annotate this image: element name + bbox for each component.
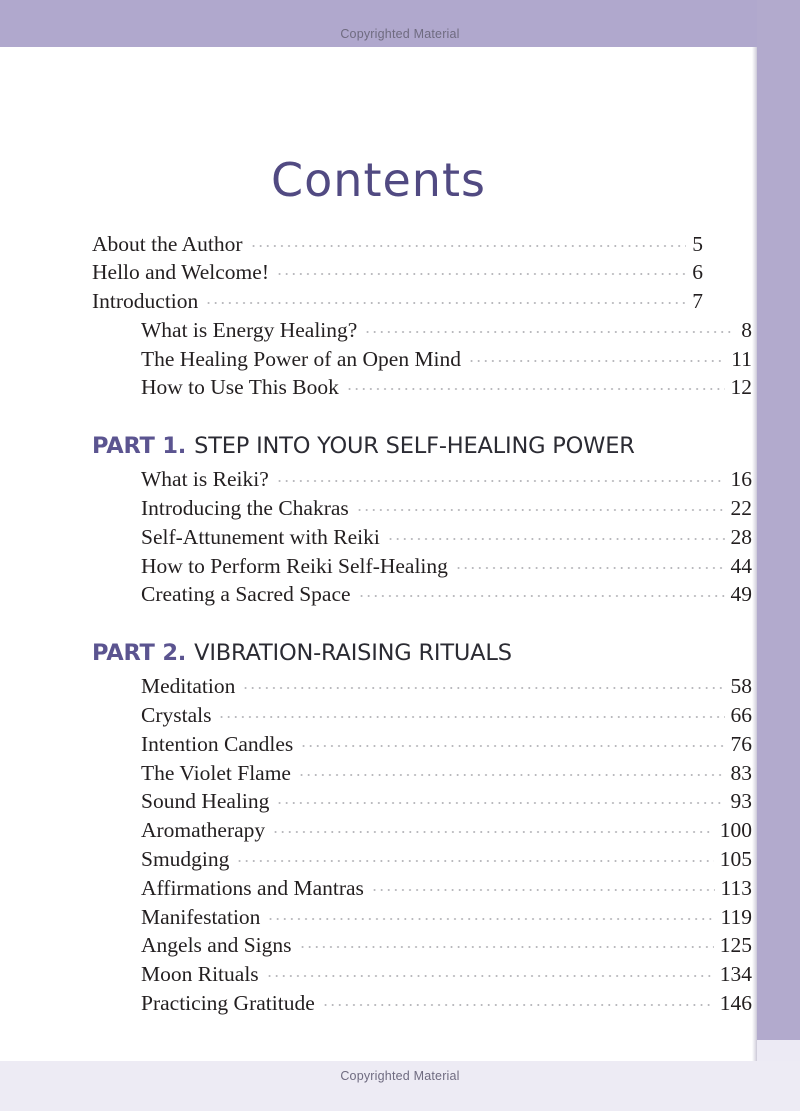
toc-leader-dots [272,816,714,838]
copyright-watermark-top: Copyrighted Material [340,27,460,41]
toc-entry[interactable] [92,845,752,874]
toc-entry-label: Manifestation [141,904,261,929]
toc-entry-label: Smudging [141,847,230,872]
toc-entry-page-number: 58 [730,674,752,699]
toc-leader-dots [276,465,725,487]
toc-leader-dots [346,373,725,395]
toc-entry-page-number: 119 [720,904,752,929]
toc-entry-label: Sound Healing [141,789,270,814]
toc-leader-dots [299,931,714,953]
toc-entry[interactable] [92,494,752,523]
toc-leader-dots [218,701,724,723]
toc-leader-dots [242,672,724,694]
toc-entry-page-number: 11 [731,346,752,371]
toc-entry-page-number: 66 [730,703,752,728]
toc-entry-label: Meditation [141,674,236,699]
toc-entry-label: Angels and Signs [141,933,292,958]
part-number: PART 1. [92,432,187,459]
toc-leader-dots [455,551,725,573]
part-title: VIBRATION-RAISING RITUALS [194,639,512,666]
toc-entry-page-number: 12 [730,375,752,400]
toc-leader-dots [468,344,725,366]
toc-leader-dots [322,989,714,1011]
toc-entry-page-number: 83 [730,760,752,785]
toc-entry-label: Affirmations and Mantras [141,875,364,900]
toc-entry-label: What is Reiki? [141,467,269,492]
copyright-watermark-bottom: Copyrighted Material [340,1069,460,1083]
toc-leader-dots [276,787,724,809]
toc-entry-label: The Healing Power of an Open Mind [141,346,462,371]
toc-entry-page-number: 100 [719,818,752,843]
part-title: STEP INTO YOUR SELF-HEALING POWER [194,432,635,459]
toc-entry-label: Self-Attunement with Reiki [141,524,380,549]
toc-entry-page-number: 22 [730,496,752,521]
toc-entry[interactable] [92,580,752,609]
toc-leader-dots [300,729,724,751]
toc-leader-dots [266,960,714,982]
toc-entry[interactable] [92,373,752,402]
toc-entry[interactable] [92,229,703,258]
toc-entry[interactable] [92,522,752,551]
toc-entry[interactable] [92,758,752,787]
toc-entry[interactable] [92,816,752,845]
toc-entry-label: Crystals [141,703,212,728]
toc-entry[interactable] [92,672,752,701]
toc-entry-page-number: 5 [692,231,703,256]
toc-leader-dots [387,522,725,544]
toc-entry-label: Introduction [92,289,199,314]
toc-leader-dots [364,315,735,337]
toc-entry-page-number: 8 [741,317,752,342]
toc-entry-label: The Violet Flame [141,760,291,785]
toc-entry[interactable] [92,258,703,287]
toc-leader-dots [250,229,687,251]
toc-entry-label: Introducing the Chakras [141,496,349,521]
toc-entry-page-number: 125 [719,933,752,958]
toc-entry-page-number: 146 [719,991,752,1016]
toc-entry-label: Aromatherapy [141,818,266,843]
page-title: Contents [271,152,486,207]
toc-leader-dots [371,873,715,895]
toc-entry-label: Creating a Sacred Space [141,582,351,607]
toc-entry-page-number: 76 [730,731,752,756]
toc-entry[interactable] [92,701,752,730]
section-spacer [92,402,703,431]
toc-entry-label: What is Energy Healing? [141,317,358,342]
toc-entry-label: Intention Candles [141,731,294,756]
toc-leader-dots [356,494,725,516]
section-spacer [92,609,703,638]
toc-entry[interactable] [92,729,752,758]
toc-entry[interactable] [92,315,752,344]
toc-entry-label: How to Use This Book [141,375,339,400]
toc-leader-dots [298,758,725,780]
toc-entry-page-number: 49 [730,582,752,607]
toc-entry-label: Practicing Gratitude [141,991,315,1016]
toc-entry-page-number: 93 [730,789,752,814]
toc-entry-page-number: 113 [720,875,752,900]
toc-entry[interactable] [92,960,752,989]
toc-entry[interactable] [92,287,703,316]
toc-entry-page-number: 105 [719,847,752,872]
toc-entry-page-number: 7 [692,289,703,314]
toc-entry-label: How to Perform Reiki Self-Healing [141,553,448,578]
toc-entry-label: About the Author [92,231,243,256]
toc-entry-page-number: 28 [730,524,752,549]
part-number: PART 2. [92,639,187,666]
toc-entry-page-number: 6 [692,260,703,285]
toc-leader-dots [236,845,713,867]
toc-entry-page-number: 134 [719,962,752,987]
toc-entry[interactable] [92,902,752,931]
toc-entry[interactable] [92,465,752,494]
toc-entry-page-number: 44 [730,553,752,578]
toc-entry-label: Moon Rituals [141,962,259,987]
toc-entry[interactable] [92,931,752,960]
part-heading [92,638,703,668]
toc-leader-dots [205,287,686,309]
toc-entry[interactable] [92,989,752,1018]
toc-entry[interactable] [92,873,752,902]
toc-entry[interactable] [92,551,752,580]
part-heading [92,431,703,461]
toc-entry[interactable] [92,787,752,816]
toc-leader-dots [276,258,686,280]
toc-leader-dots [358,580,725,602]
scan-band-right [757,0,800,1066]
toc-entry[interactable] [92,344,752,373]
table-of-contents [92,229,752,1017]
toc-entry-page-number: 16 [730,467,752,492]
toc-entry-label: Hello and Welcome! [92,260,269,285]
toc-leader-dots [267,902,714,924]
